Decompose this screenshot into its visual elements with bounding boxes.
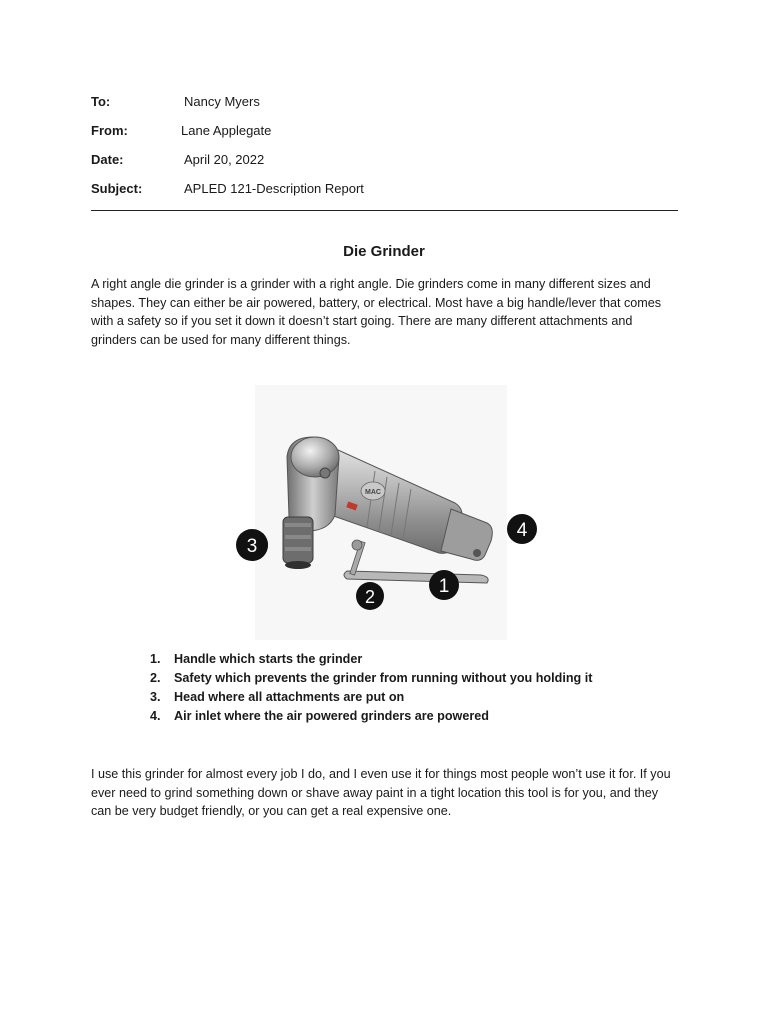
memo-subject-label: Subject: — [91, 181, 143, 196]
list-item — [150, 688, 592, 707]
header-divider — [91, 210, 678, 211]
list-item-text: Handle which starts the grinder — [174, 652, 363, 666]
document-title: Die Grinder — [343, 243, 425, 260]
list-item-number: 1. — [150, 652, 161, 666]
die-grinder-figure — [255, 385, 507, 640]
grinder-body — [325, 445, 492, 560]
list-item-number: 4. — [150, 709, 161, 723]
list-item-number: 3. — [150, 690, 161, 704]
memo-to-value: Nancy Myers — [184, 94, 260, 109]
callout-1-label: 1 — [438, 576, 450, 597]
grinder-head — [283, 437, 339, 569]
parts-list — [150, 650, 592, 726]
intro-paragraph: A right angle die grinder is a grinder with a right angle. Die grinders come in many different sizes and shapes. They can either be air powered, battery, or electrical. Most have a big handle/lever that comes with a safety so if you set it down it doesn’t start going. There are many different attachments and grinders can be used for many different things. — [91, 277, 662, 348]
list-item — [150, 669, 592, 688]
brand-logo-text: MAC — [365, 489, 381, 496]
list-item-text: Safety which prevents the grinder from running without you holding it — [174, 671, 593, 685]
memo-date-label: Date: — [91, 152, 124, 167]
list-item-text: Head where all attachments are put on — [174, 690, 405, 704]
callout-3-marker — [230, 525, 270, 565]
callout-4-marker — [502, 510, 542, 550]
callout-2 — [356, 582, 384, 610]
list-item — [150, 707, 592, 726]
list-item — [150, 650, 592, 669]
callout-2-label: 2 — [364, 587, 376, 607]
memo-from-label: From: — [91, 123, 128, 138]
memo-date-value: April 20, 2022 — [184, 152, 265, 167]
callout-3-label: 3 — [246, 536, 258, 557]
callout-4-label: 4 — [516, 520, 528, 541]
memo-subject-value: APLED 121-Description Report — [184, 181, 364, 196]
callout-1 — [429, 570, 459, 600]
memo-to-label: To: — [91, 94, 111, 109]
list-item-number: 2. — [150, 671, 161, 685]
list-item-text: Air inlet where the air powered grinders are powered — [174, 709, 489, 723]
memo-from-value: Lane Applegate — [181, 123, 272, 138]
closing-paragraph: I use this grinder for almost every job I do, and I even use it for things most people won’t use it for. If you ever need to grind something down or shave away paint in a tight location this tool is for you, and they can be very budget friendly, or you can get a real expensive one. — [91, 767, 671, 819]
